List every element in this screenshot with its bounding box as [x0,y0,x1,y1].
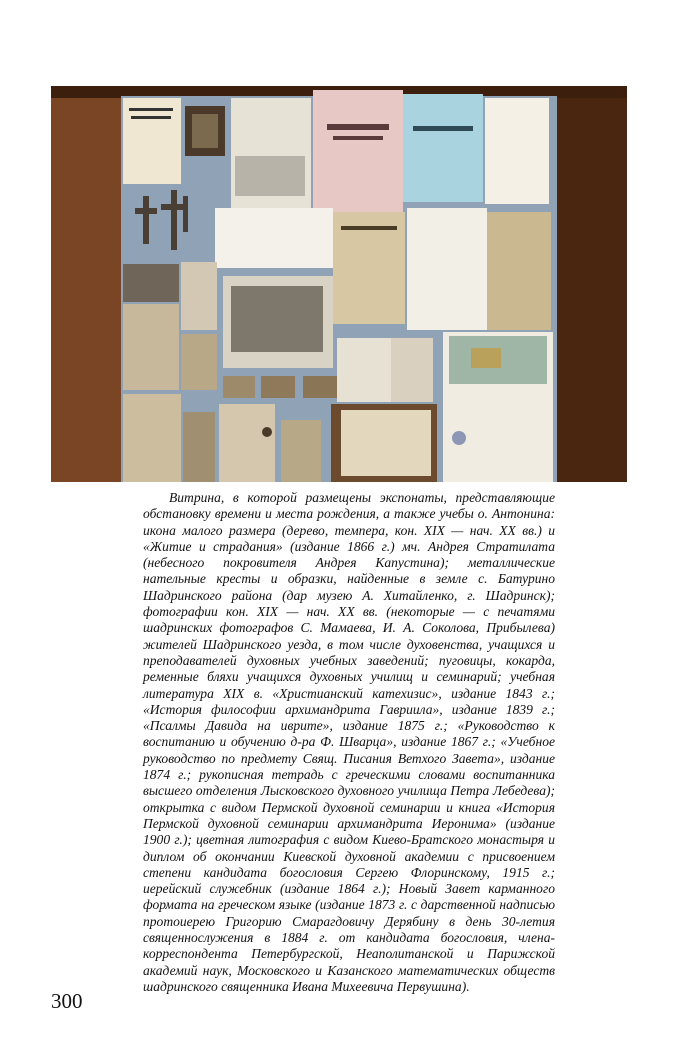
page-number: 300 [51,989,83,1013]
exhibit-photo [51,86,627,482]
figure-caption: Витрина, в которой размещены экспонаты, представляющие обстановку времени и места рождения, а также учебы о. Антонина: икона малого размера (дерево, темпера, кон. XIX — нач. XX вв.) и «Житие и страдания» (издание 1866 г.) мч. Андрея Стратилата (небесного покровителя Андрея Капустина); металлические нательные кресты и образки, найденные в земле с. Батурино Шадринского района (дар музею А. Хитайленко, г. Шадринск); фотографии кон. XIX — нач. XX вв. (некоторые — с печатями шадринских фотографов С. Мамаева, И. А. Соколова, Прибылева) жителей Шадринского уезда, в том числе духовенства, учащихся и преподавателей духовных учебных заведений; пуговицы, кокарда, ременные бляхи учащихся духовных училищ и семинарий; учебная литература XIX в. «Христианский катехизис», издание 1843 г.; «История философии архимандрита Гавриила», издание 1839 г.; «Псалмы Давида на иврите», издание 1875 г.; «Руководство к воспитанию и обучению д-ра Ф. Шварца», издание 1867 г.; «Учебное руководство по предмету Свящ. Писания Ветхого Завета», издание 1874 г.; рукописная тетрадь с греческими словами воспитанника высшего отделения Лысковского духовного училища Петра Лебедева); открытка с видом Пермской духовной семинарии и книга «История Пермской духовной семинарии архимандрита Иеронима» (издание 1900 г.); цветная литография с видом Киево-Братского монастыря и диплом об окончании Киевской духовной академии с присвоением степени кандидата богословия Сергею Флоринскому, 1915 г.; иерейский служебник (издание 1864 г.); Новый Завет карманного формата на греческом языке (издание 1873 г. с дарственной надписью протоиерею Григорию Смарагдовичу Дерябину в день 30-летия священнослужения в 1884 г. от кандидата богословия, члена-корреспондента Петербургской, Неаполитанской и Парижской академий наук, Московского и Казанского математических обществ шадринского священника Ивана Михеевича Первушина). [143,490,555,994]
